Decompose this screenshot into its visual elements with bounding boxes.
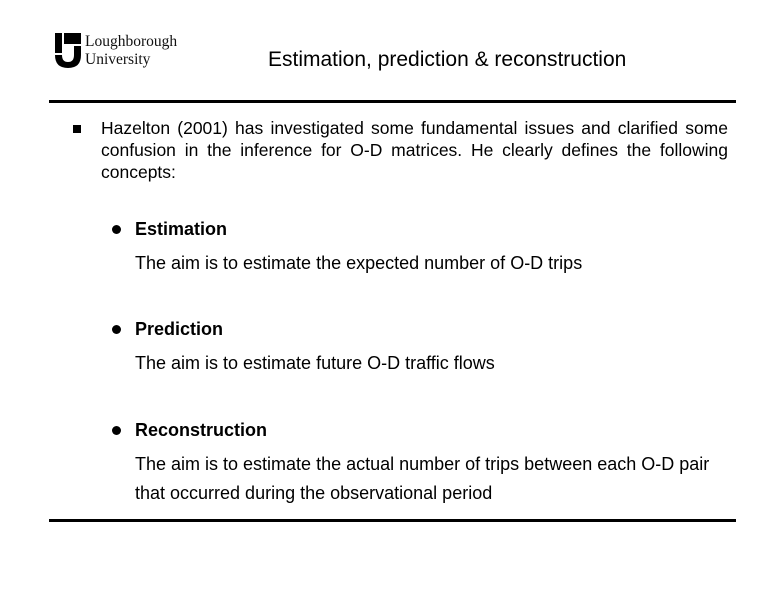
square-bullet-icon: [73, 125, 81, 133]
round-bullet-icon: [112, 225, 121, 234]
logo-line-1: Loughborough: [85, 33, 178, 50]
concept-title-estimation: Estimation: [135, 219, 228, 239]
concept-description-prediction: The aim is to estimate future O-D traffic flows: [135, 353, 495, 373]
bottom-divider: [49, 519, 736, 522]
concept-description-estimation: The aim is to estimate the expected number of O-D trips: [135, 253, 583, 273]
loughborough-emblem-icon: [55, 33, 81, 69]
logo-wordmark: [85, 33, 177, 69]
intro-paragraph: Hazelton (2001) has investigated some fundamental issues and clarified some confusion in the inference for O-D matrices. He clearly defines the following concepts:: [101, 118, 728, 182]
logo-line-2: University: [85, 51, 151, 68]
concept-title-reconstruction: Reconstruction: [135, 420, 268, 440]
slide-title: Estimation, prediction & reconstruction: [268, 48, 627, 71]
top-divider: [49, 100, 736, 103]
round-bullet-icon: [112, 426, 121, 435]
concept-title-prediction: Prediction: [135, 319, 224, 339]
concept-description-reconstruction: The aim is to estimate the actual number of trips between each O-D pair that occurred during the observational period: [135, 454, 710, 503]
round-bullet-icon: [112, 325, 121, 334]
university-logo: [55, 33, 205, 73]
